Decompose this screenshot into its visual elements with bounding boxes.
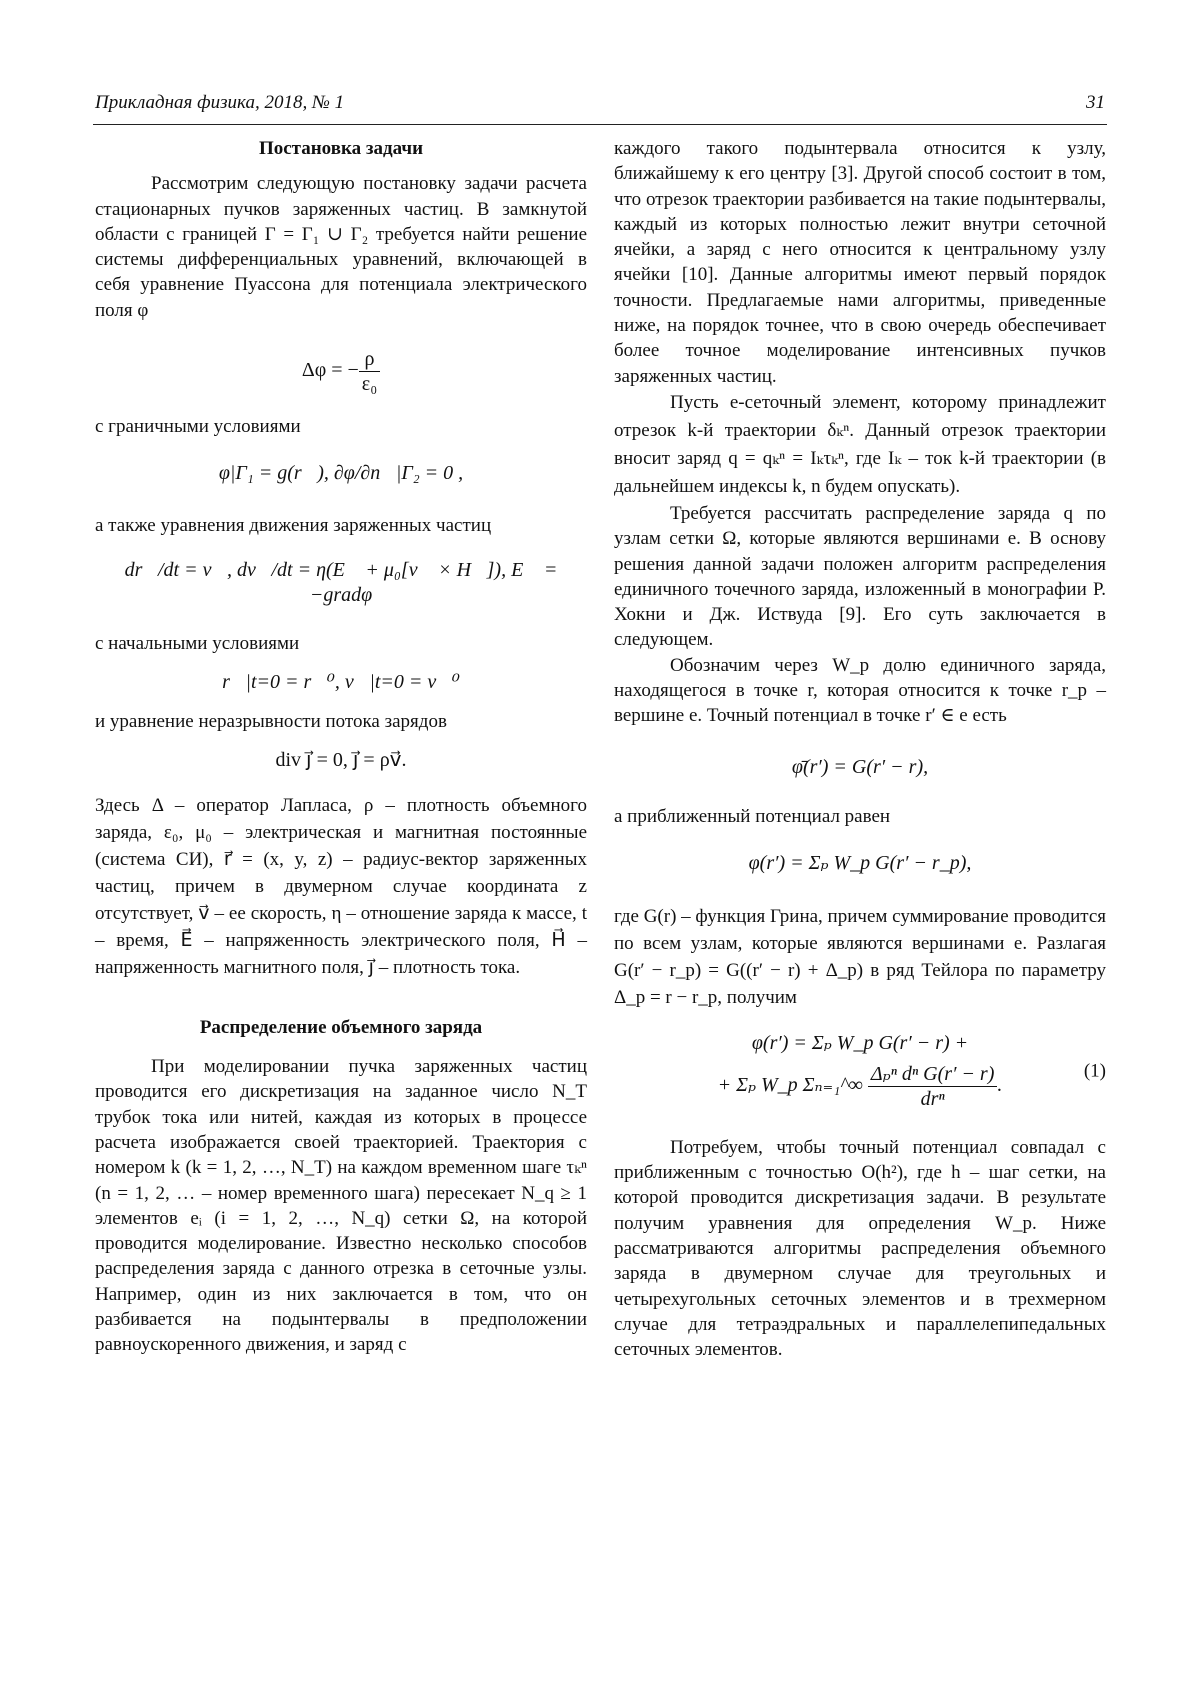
paragraph: а также уравнения движения заряженных частиц [95, 513, 587, 538]
paragraph: Пусть e-сеточный элемент, которому принадлежит отрезок k-й траектории δₖⁿ. Данный отрезок траектории вносит заряд q = qₖⁿ = Iₖτₖⁿ, где Iₖ – ток k-й траектории (в дальнейшем индексы k, n будем опускать). [614, 389, 1106, 501]
paragraph: Требуется рассчитать распределение заряда q по узлам сетки Ω, которые являются вершинами e. В основу решения данной задачи положен алгоритм распределения единичного точечного заряда, изложенный в монографии Р. Хокни и Дж. Иствуда [9]. Его суть заключается в следующем. [614, 501, 1106, 653]
equation-poisson [95, 347, 587, 396]
equation-line: φ(r′) = Σₚ W_p G(r′ − r) + [614, 1031, 1106, 1056]
equation-boundary: φ|Γ₁ = g(r⃗), ∂φ/∂n⃗|Γ₂ = 0 , [95, 461, 587, 486]
paragraph: а приближенный потенциал равен [614, 804, 1106, 829]
section-title-space-charge: Распределение объемного заряда [95, 1015, 587, 1040]
journal-title: Прикладная физика, 2018, № 1 [95, 92, 344, 114]
paragraph: Потребуем, чтобы точный потенциал совпадал с приближенным с точностью O(h²), где h – шаг сетки, на которой проводится дискретизация задачи. В результате получим уравнения для определения W_p. Ниже рассматриваются алгоритмы распределения объемного заряда в двумерном случае для треугольных и четырехугольных сеточных элементов и в трехмерном случае для тетраэдральных и параллелепипедальных сеточных элементов. [614, 1135, 1106, 1363]
section-title-problem: Постановка задачи [95, 136, 587, 161]
equation-approx-potential: φ(r′) = Σₚ W_p G(r′ − r_p), [614, 851, 1106, 876]
equation-continuity: div j⃗ = 0, j⃗ = ρv⃗. [95, 748, 587, 773]
paragraph: с граничными условиями [95, 414, 587, 439]
equation-exact-potential: φ̄(r′) = G(r′ − r), [614, 755, 1106, 780]
fraction-numerator: ρ [359, 347, 380, 372]
paragraph: и уравнение неразрывности потока зарядов [95, 709, 587, 734]
fraction [359, 347, 380, 396]
paragraph: с начальными условиями [95, 631, 587, 656]
paragraph: Обозначим через W_p долю единичного заряда, находящегося в точке r, которая относится к точке r_p – вершине e. Точный потенциал в точке r′ ∈ e есть [614, 653, 1106, 729]
fraction-denominator: ε₀ [359, 372, 380, 396]
equation-number: (1) [1084, 1058, 1106, 1083]
equation-line: + Σₚ W_p Σₙ₌₁^∞ Δₚⁿ dⁿ G(r′ − r) drⁿ . [614, 1062, 1106, 1111]
paragraph: При моделировании пучка заряженных частиц проводится его дискретизация на заданное число N_T трубок тока или нитей, каждая из которых в процессе расчета изображается своей траекторией. Траектория с номером k (k = 1, 2, …, N_T) на каждом временном шаге τₖⁿ (n = 1, 2, … – номер временного шага) пересекает N_q ≥ 1 элементов eᵢ (i = 1, 2, …, N_q) сетки Ω, на которой проводится моделирование. Известно несколько способов распределения заряда с данного отрезка в сеточные узлы. Например, один из них заключается в том, что он разбивается на подынтервалы в предположении равноускоренного движения, и заряд с [95, 1054, 587, 1358]
equation-initial: r⃗|t=0 = r⃗⁰, v⃗|t=0 = v⃗⁰ [95, 670, 587, 695]
paragraph: Здесь Δ – оператор Лапласа, ρ – плотность объемного заряда, ε₀, μ₀ – электрическая и магнитная постоянные (система СИ), r⃗ = (x, y, z) – радиус-вектор заряженных частиц, причем в двумерном случае координата z отсутствует, v⃗ – ее скорость, η – отношение заряда к массе, t – время, E⃗ – напряженность электрического поля, H⃗ – напряженность магнитного поля, j⃗ – плотность тока. [95, 792, 587, 981]
header-rule [93, 124, 1107, 125]
right-column [614, 136, 1106, 1363]
paragraph: Рассмотрим следующую постановку задачи расчета стационарных пучков заряженных частиц. В замкнутой области с границей Γ = Γ₁ ∪ Γ₂ требуется найти решение системы дифференциальных уравнений, включающей в себя уравнение Пуассона для потенциала электрического поля φ [95, 171, 587, 323]
equation-motion: dr⃗/dt = v⃗, dv⃗/dt = η(E⃗ + μ₀[v⃗ × H⃗]), E⃗ = −gradφ [95, 558, 587, 609]
fraction [868, 1062, 998, 1111]
paragraph: каждого такого подынтервала относится к узлу, ближайшему к его центру [3]. Другой способ состоит в том, что отрезок траектории разбивается на такие подынтервалы, каждый из которых полностью лежит внутри сеточной ячейки, а заряд с него относится к центральному узлу ячейки [10]. Данные алгоритмы имеют первый порядок точности. Предлагаемые нами алгоритмы, приведенные ниже, на порядок точнее, что в свою очередь обеспечивает более точное моделирование интенсивных пучков заряженных частиц. [614, 136, 1106, 389]
fraction-denominator: drⁿ [868, 1087, 998, 1111]
equation-text: + Σₚ W_p Σₙ₌₁^∞ [718, 1074, 863, 1096]
page-number: 31 [1086, 92, 1105, 114]
paragraph: где G(r) – функция Грина, причем суммирование проводится по всем узлам, которые являются вершинами e. Разлагая G(r′ − r_p) = G((r′ − r) + Δ_p) в ряд Тейлора по параметру Δ_p = r − r_p, получим [614, 903, 1106, 1011]
running-header [95, 92, 1105, 122]
equation-1 [614, 1031, 1106, 1111]
equation-text: Δφ = − [302, 359, 359, 381]
fraction-numerator: Δₚⁿ dⁿ G(r′ − r) [868, 1062, 998, 1087]
left-column [95, 136, 587, 1358]
